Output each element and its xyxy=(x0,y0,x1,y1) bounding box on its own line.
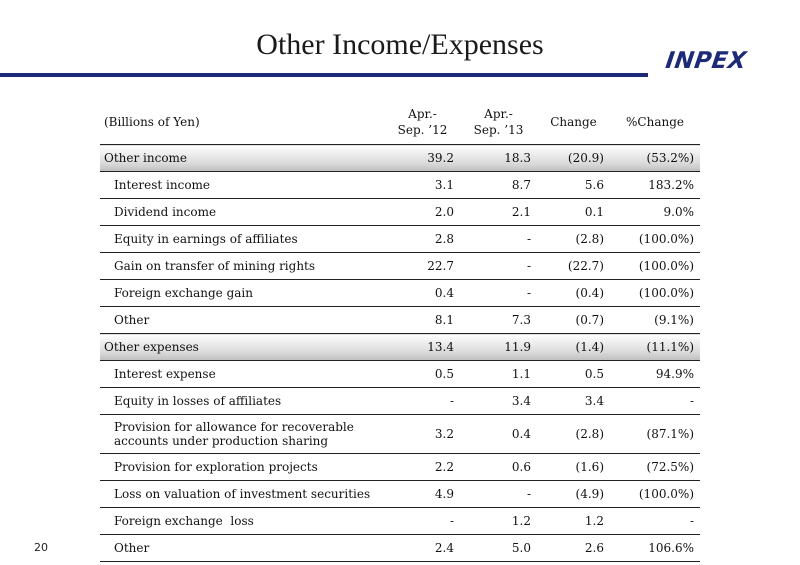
cell-sep13: 0.4 xyxy=(460,415,537,454)
cell-change: 1.2 xyxy=(537,508,610,535)
row-label: Equity in losses of affiliates xyxy=(100,388,385,415)
row-label-line1: Provision for allowance for recoverable xyxy=(114,420,354,434)
cell-sep13: 8.7 xyxy=(460,172,537,199)
cell-sep12: 4.9 xyxy=(385,481,460,508)
table-row-other-expenses xyxy=(100,334,700,361)
cell-sep13: 1.1 xyxy=(460,361,537,388)
column-header-sep13-line2: Sep. ’13 xyxy=(473,123,524,137)
cell-pct-change: (100.0%) xyxy=(610,280,700,307)
cell-change: (2.8) xyxy=(537,226,610,253)
cell-change: (4.9) xyxy=(537,481,610,508)
cell-sep12: - xyxy=(385,508,460,535)
title-underline xyxy=(0,73,648,77)
cell-sep13: 0.6 xyxy=(460,454,537,481)
cell-change: (1.4) xyxy=(537,334,610,361)
cell-pct-change: (11.1%) xyxy=(610,334,700,361)
cell-sep13: 18.3 xyxy=(460,145,537,172)
column-header-sep12-line1: Apr.- xyxy=(408,107,437,121)
cell-change: 2.6 xyxy=(537,535,610,562)
column-header-sep12 xyxy=(385,100,460,145)
cell-sep13: 1.2 xyxy=(460,508,537,535)
table-row xyxy=(100,415,700,454)
cell-change: (0.4) xyxy=(537,280,610,307)
cell-change: 3.4 xyxy=(537,388,610,415)
row-label: Other xyxy=(100,307,385,334)
row-label: Other xyxy=(100,535,385,562)
row-label: Equity in earnings of affiliates xyxy=(100,226,385,253)
column-header-sep12-line2: Sep. ’12 xyxy=(397,123,448,137)
page-number: 20 xyxy=(34,541,48,554)
column-header-pct-change: %Change xyxy=(626,115,684,129)
cell-sep12: 2.4 xyxy=(385,535,460,562)
cell-sep13: 2.1 xyxy=(460,199,537,226)
table-row xyxy=(100,226,700,253)
cell-pct-change: (100.0%) xyxy=(610,253,700,280)
cell-pct-change: (100.0%) xyxy=(610,481,700,508)
cell-sep12: 22.7 xyxy=(385,253,460,280)
cell-change: (22.7) xyxy=(537,253,610,280)
row-label xyxy=(100,415,385,454)
cell-sep12: 3.1 xyxy=(385,172,460,199)
cell-pct-change: 106.6% xyxy=(610,535,700,562)
cell-sep12: 2.2 xyxy=(385,454,460,481)
cell-sep13: 3.4 xyxy=(460,388,537,415)
table-row xyxy=(100,361,700,388)
table-row xyxy=(100,481,700,508)
cell-pct-change: (72.5%) xyxy=(610,454,700,481)
table-row xyxy=(100,307,700,334)
column-header-change: Change xyxy=(550,115,597,129)
table-row xyxy=(100,199,700,226)
cell-change: (20.9) xyxy=(537,145,610,172)
income-expenses-table xyxy=(100,100,700,562)
table-row xyxy=(100,388,700,415)
cell-sep13: 11.9 xyxy=(460,334,537,361)
cell-change: (0.7) xyxy=(537,307,610,334)
cell-sep13: - xyxy=(460,280,537,307)
company-logo: INPEX xyxy=(663,48,749,74)
cell-sep12: 8.1 xyxy=(385,307,460,334)
column-header-sep13 xyxy=(460,100,537,145)
cell-pct-change: 9.0% xyxy=(610,199,700,226)
cell-pct-change: 183.2% xyxy=(610,172,700,199)
cell-change: 5.6 xyxy=(537,172,610,199)
cell-change: 0.1 xyxy=(537,199,610,226)
row-label: Gain on transfer of mining rights xyxy=(100,253,385,280)
cell-sep12: 0.4 xyxy=(385,280,460,307)
row-label: Interest income xyxy=(100,172,385,199)
row-label: Loss on valuation of investment securities xyxy=(100,481,385,508)
cell-change: 0.5 xyxy=(537,361,610,388)
table-row xyxy=(100,508,700,535)
cell-sep12: 39.2 xyxy=(385,145,460,172)
cell-sep12: - xyxy=(385,388,460,415)
table-row xyxy=(100,172,700,199)
cell-sep12: 13.4 xyxy=(385,334,460,361)
row-label: Provision for exploration projects xyxy=(100,454,385,481)
cell-change: (2.8) xyxy=(537,415,610,454)
table-row-other-income xyxy=(100,145,700,172)
row-label-line2: accounts under production sharing xyxy=(114,434,329,448)
column-header-sep13-line1: Apr.- xyxy=(484,107,513,121)
cell-pct-change: (87.1%) xyxy=(610,415,700,454)
cell-sep12: 2.0 xyxy=(385,199,460,226)
cell-sep12: 2.8 xyxy=(385,226,460,253)
row-label: Other income xyxy=(100,145,385,172)
units-caption: (Billions of Yen) xyxy=(104,115,200,129)
row-label: Dividend income xyxy=(100,199,385,226)
table-row xyxy=(100,280,700,307)
cell-sep13: 7.3 xyxy=(460,307,537,334)
cell-pct-change: (9.1%) xyxy=(610,307,700,334)
table-row xyxy=(100,454,700,481)
cell-sep13: 5.0 xyxy=(460,535,537,562)
cell-pct-change: 94.9% xyxy=(610,361,700,388)
cell-pct-change: (100.0%) xyxy=(610,226,700,253)
cell-pct-change: (53.2%) xyxy=(610,145,700,172)
cell-sep13: - xyxy=(460,481,537,508)
cell-change: (1.6) xyxy=(537,454,610,481)
page-title: Other Income/Expenses xyxy=(256,28,544,61)
row-label: Foreign exchange loss xyxy=(100,508,385,535)
cell-pct-change: - xyxy=(610,388,700,415)
cell-pct-change: - xyxy=(610,508,700,535)
row-label: Other expenses xyxy=(100,334,385,361)
row-label: Interest expense xyxy=(100,361,385,388)
table-row xyxy=(100,253,700,280)
cell-sep13: - xyxy=(460,226,537,253)
table-row xyxy=(100,535,700,562)
row-label: Foreign exchange gain xyxy=(100,280,385,307)
cell-sep12: 0.5 xyxy=(385,361,460,388)
cell-sep13: - xyxy=(460,253,537,280)
table-header-row xyxy=(100,100,700,145)
cell-sep12: 3.2 xyxy=(385,415,460,454)
